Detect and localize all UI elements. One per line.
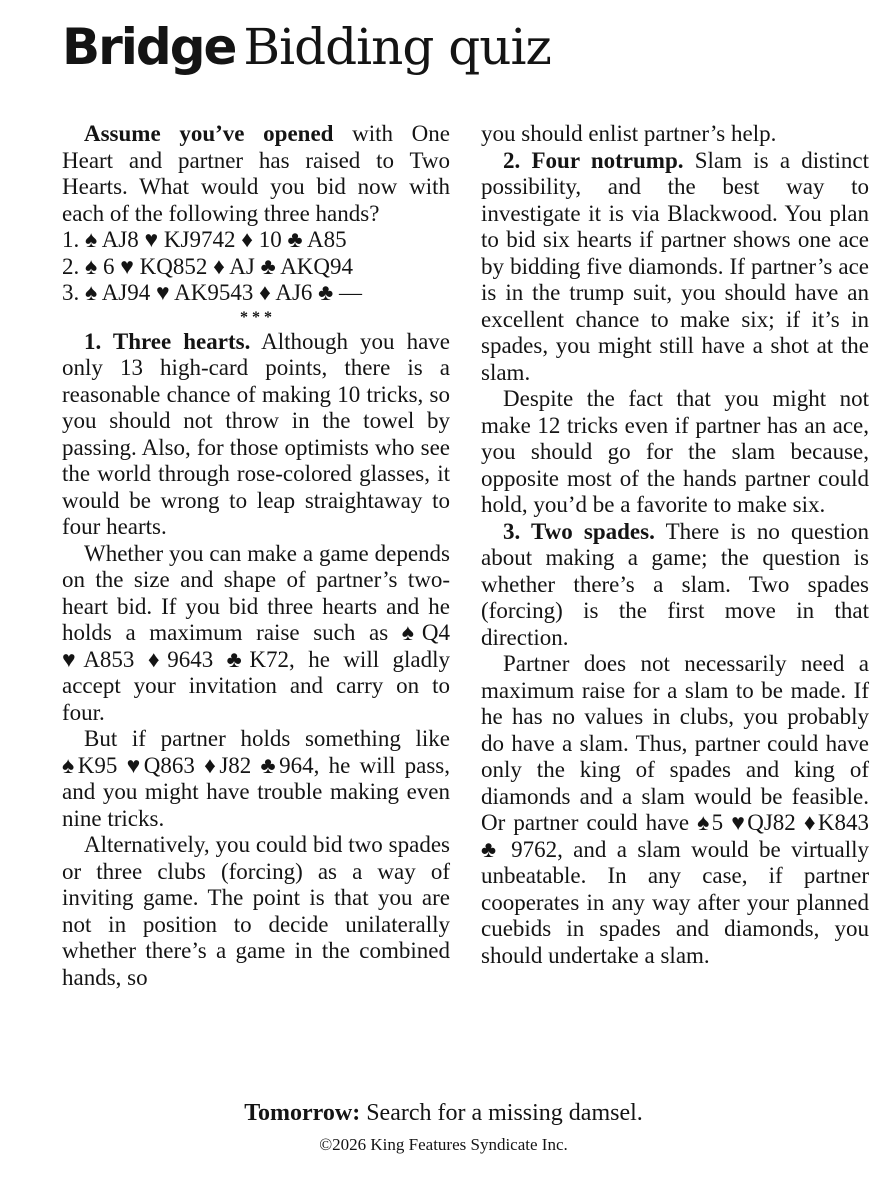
title-bold: Bridge [62, 18, 236, 76]
right-column [481, 121, 869, 969]
hand-1: 1. ♠ AJ8 ♥ KJ9742 ♦ 10 ♣ A85 [62, 227, 347, 252]
paragraph-but-if: But if partner holds something like ♠K95 ♥Q863 ♦J82 ♣964, he will pass, and you might have trouble making even nine tricks. [62, 726, 450, 831]
intro-paragraph [62, 121, 450, 227]
answer-3-text: There is no question about making a game; the question is whether there’s a slam. Two spades (forcing) is the first move in that direction. [481, 518, 869, 650]
tomorrow-text: Search for a missing damsel. [360, 1100, 643, 1126]
hand-3: 3. ♠ AJ94 ♥ AK9543 ♦ AJ6 ♣ — [62, 280, 362, 305]
tomorrow-line [0, 1100, 887, 1127]
answer-1-text: Although you have only 13 high-card points, there is a reasonable chance of making 10 tricks, so you should not throw in the towel by passing. Also, for those optimists who see the world through rose-colored glasses, it would be wrong to leap straightaway to four hearts. [62, 328, 450, 539]
paragraph-game-depends: Whether you can make a game depends on the size and shape of partner’s two-heart bid. If you bid three hearts and he holds a maximum raise such as ♠Q4 ♥A853 ♦9643 ♣K72, he will gladly accept your invitation and carry on to four. [62, 540, 450, 725]
page-title [62, 18, 551, 76]
copyright: ©2026 King Features Syndicate Inc. [319, 1135, 568, 1154]
tomorrow-label: Tomorrow: [244, 1100, 361, 1126]
answer-1-paragraph [62, 329, 450, 541]
paragraph-continuation: you should enlist partner’s help. [481, 121, 777, 146]
answer-3-paragraph [481, 519, 869, 652]
paragraph-partner-does-not: Partner does not necessarily need a maximum raise for a slam to be made. If he has no values in clubs, you probably do have a slam. Thus, partner could have only the king of spades and king of diamonds and a slam would be feasible. Or partner could have ♠5 ♥QJ82 ♦K843 ♣ 9762, and a slam would be virtually unbeatable. In any case, if partner cooperates in any way after your planned cuebids in spades and diamonds, you should undertake a slam. [481, 651, 869, 968]
intro-lead: Assume you’ve opened [84, 121, 334, 146]
paragraph-alternatively: Alternatively, you could bid two spades or three clubs (forcing) as a way of inviting game. The point is that you are not in position to decide unilaterally whether there’s a game in the combined hands, so [62, 832, 450, 990]
hand-2: 2. ♠ 6 ♥ KQ852 ♦ AJ ♣ AKQ94 [62, 253, 354, 279]
answer-2-text: Slam is a distinct possibility, and the best way to investigate it is via Blackwood. You plan to bid six hearts if partner shows one ace by bidding five diamonds. If partner’s ace is in the trump suit, you should have an excellent chance to make six; if it’s in spades, you might still have a shot at the slam. [481, 147, 869, 385]
left-column [62, 121, 450, 991]
intro-text: with One Heart and partner has raised to Two Hearts. What would you bid now with each of the following three hands? [62, 121, 450, 226]
answer-2-lead: 2. Four notrump. [503, 147, 684, 173]
separator: * * * [240, 308, 272, 326]
title-rest: Bidding quiz [243, 18, 551, 76]
answer-3-lead: 3. Two spades. [503, 518, 655, 544]
answer-1-lead: 1. Three hearts. [84, 328, 251, 354]
paragraph-despite: Despite the fact that you might not make 12 tricks even if partner has an ace, you should go for the slam because, opposite most of the hands partner could hold, you’d be a favorite to make six. [481, 386, 869, 517]
answer-2-paragraph [481, 148, 869, 387]
